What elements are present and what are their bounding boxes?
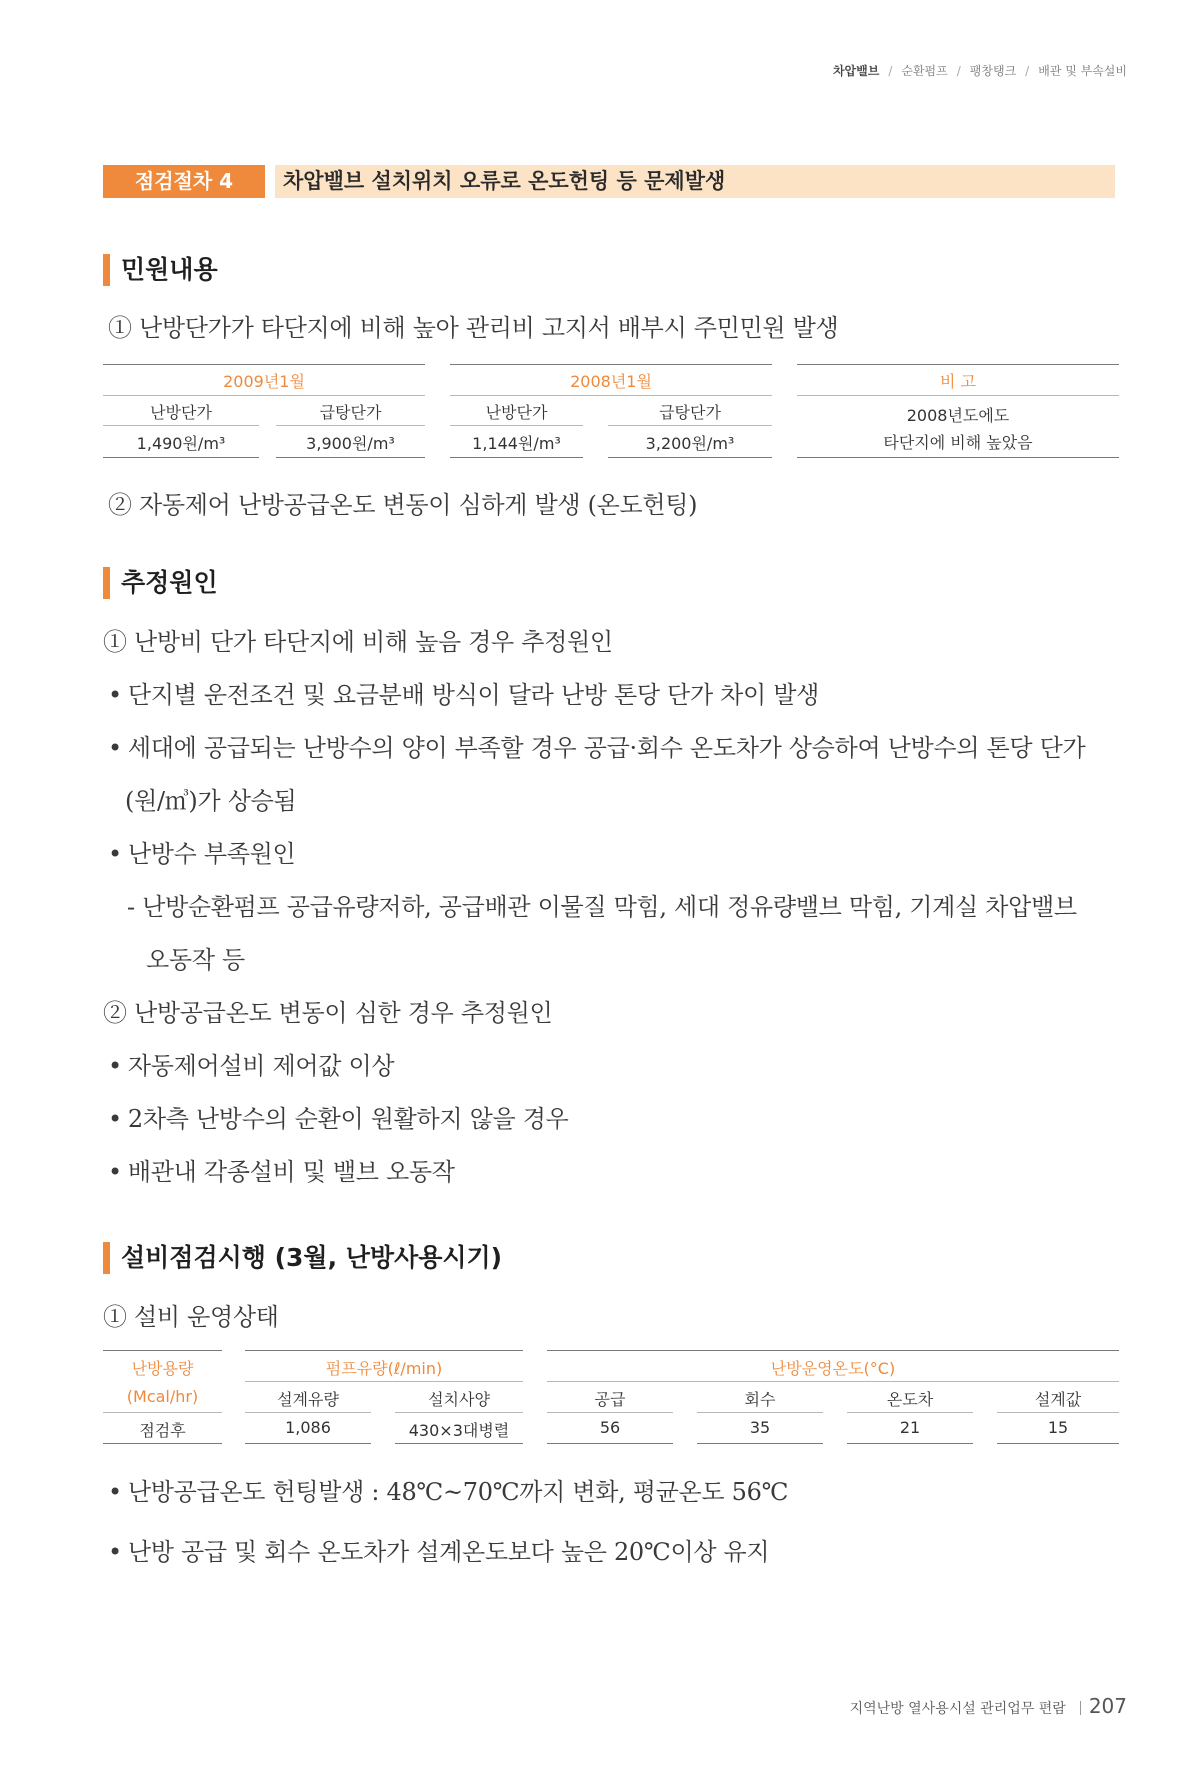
table-rule <box>997 1412 1119 1413</box>
table-rule <box>276 425 425 426</box>
table-rule <box>276 457 425 458</box>
table-cell: 1,144원/m³ <box>472 434 561 453</box>
breadcrumb-item: 배관 및 부속설비 <box>1038 64 1127 78</box>
procedure-badge: 점검절차 4 <box>103 165 265 198</box>
table-rule <box>608 425 772 426</box>
table-cell: 56 <box>599 1418 621 1437</box>
cause-bullet: • 배관내 각종설비 및 밸브 오동작 <box>108 1152 455 1187</box>
breadcrumb-item: 팽창탱크 <box>969 64 1017 78</box>
table-rule <box>797 457 1119 458</box>
table-rule <box>547 1350 1119 1351</box>
page-number: 207 <box>1088 1694 1127 1718</box>
table-header-cell: 난방단가 <box>485 403 548 422</box>
table-note-cell: 2008년도에도 <box>906 406 1010 425</box>
book-title: 지역난방 열사용시설 관리업무 편람 <box>849 1701 1066 1717</box>
table-header-cell: 급탕단가 <box>319 403 382 422</box>
table-group-header: 펌프유량(ℓ/min) <box>325 1359 443 1378</box>
table-rule <box>450 457 583 458</box>
table-rule <box>547 1443 673 1444</box>
table-rule <box>450 364 772 365</box>
section-heading-cause: 추정원인 <box>103 567 218 599</box>
breadcrumb-item: 순환펌프 <box>901 64 948 78</box>
table-header-cell: 설계유량 <box>277 1390 339 1409</box>
table-rule <box>103 457 259 458</box>
table-group-header: 2009년1월 <box>223 372 305 391</box>
section-heading-complaint: 민원내용 <box>103 254 218 286</box>
table-cell: 1,086 <box>285 1418 331 1437</box>
table-group-header: 비 고 <box>940 372 976 391</box>
table-rule <box>797 395 1119 396</box>
cause-bullet: • 단지별 운전조건 및 요금분배 방식이 달라 난방 톤당 단가 차이 발생 <box>108 675 819 710</box>
table-header-cell: 난방단가 <box>150 403 212 422</box>
table-header-cell: 공급 <box>594 1390 626 1409</box>
footer-divider <box>1080 1701 1081 1715</box>
table-rule <box>797 364 1119 365</box>
cause-bullet: • 난방수 부족원인 <box>108 834 295 869</box>
table-group-header: 난방용량 <box>131 1359 194 1378</box>
table-rule <box>103 1443 222 1444</box>
cause-bullet: • 세대에 공급되는 난방수의 양이 부족할 경우 공급·회수 온도차가 상승하여 난방수의 톤당 단가 <box>108 728 1085 763</box>
table-cell: 3,200원/m³ <box>645 434 735 453</box>
breadcrumb-separator: / <box>888 64 893 78</box>
table-rule <box>450 395 772 396</box>
table-rule <box>245 1443 371 1444</box>
table-rule <box>847 1443 973 1444</box>
breadcrumb-separator: / <box>1025 64 1030 78</box>
table-rule <box>245 1381 523 1382</box>
table-rule <box>697 1443 823 1444</box>
cause-item-2: ② 난방공급온도 변동이 심한 경우 추정원인 <box>103 999 553 1027</box>
table-header-cell: 설계값 <box>1034 1390 1082 1409</box>
table-rule <box>245 1412 371 1413</box>
table-group-header: 난방운영온도(°C) <box>770 1359 896 1378</box>
cause-dash-continuation: 오동작 등 <box>146 946 245 974</box>
breadcrumb <box>833 62 1127 79</box>
table-row-label: 점검후 <box>139 1421 186 1440</box>
breadcrumb-separator: / <box>956 64 961 78</box>
table-rule <box>395 1443 523 1444</box>
table-rule <box>103 425 259 426</box>
table-header-cell: 회수 <box>744 1390 776 1409</box>
table-rule <box>103 395 425 396</box>
table-rule <box>847 1412 973 1413</box>
table-rule <box>608 457 772 458</box>
cause-dash-item: - 난방순환펌프 공급유량저하, 공급배관 이물질 막힘, 세대 정유량밸브 막힘, 기계실 차압밸브 <box>127 893 1077 921</box>
table-cell: 1,490원/m³ <box>136 434 226 453</box>
table-rule <box>395 1412 523 1413</box>
complaint-item-1: ① 난방단가가 타단지에 비해 높아 관리비 고지서 배부시 주민민원 발생 <box>108 314 839 342</box>
table-group-header-unit: (Mcal/hr) <box>126 1387 199 1406</box>
inspection-bullet: • 난방 공급 및 회수 온도차가 설계온도보다 높은 20℃이상 유지 <box>108 1532 769 1567</box>
table-rule <box>103 1412 222 1413</box>
table-rule <box>103 1350 222 1351</box>
table-cell: 3,900원/m³ <box>306 434 395 453</box>
inspection-bullet: • 난방공급온도 헌팅발생 : 48℃~70℃까지 변화, 평균온도 56℃ <box>108 1472 788 1507</box>
table-header-cell: 설치사양 <box>428 1390 490 1409</box>
procedure-title: 차압밸브 설치위치 오류로 온도헌팅 등 문제발생 <box>275 165 1115 198</box>
table-rule <box>450 425 583 426</box>
table-header-cell: 급탕단가 <box>659 403 721 422</box>
complaint-item-2: ② 자동제어 난방공급온도 변동이 심하게 발생 (온도헌팅) <box>108 491 698 519</box>
table-rule <box>997 1443 1119 1444</box>
table-rule <box>103 364 425 365</box>
table-rule <box>547 1412 673 1413</box>
table-cell: 21 <box>899 1418 921 1437</box>
table-header-cell: 온도차 <box>886 1390 934 1409</box>
section-heading-inspection: 설비점검시행 (3월, 난방사용시기) <box>103 1242 502 1274</box>
table-group-header: 2008년1월 <box>570 372 652 391</box>
table-rule <box>697 1412 823 1413</box>
cause-bullet-continuation: (원/㎥)가 상승됨 <box>125 787 297 815</box>
table-cell: 430×3대병렬 <box>408 1421 510 1440</box>
table-rule <box>245 1350 523 1351</box>
cause-item-1: ① 난방비 단가 타단지에 비해 높음 경우 추정원인 <box>103 628 613 656</box>
page-footer <box>850 1694 1127 1718</box>
table-note-cell: 타단지에 비해 높았음 <box>883 433 1033 452</box>
cause-bullet: • 2차측 난방수의 순환이 원활하지 않을 경우 <box>108 1099 569 1134</box>
table-cell: 35 <box>749 1418 771 1437</box>
table-cell: 15 <box>1047 1418 1069 1437</box>
table-rule <box>547 1381 1119 1382</box>
cause-bullet: • 자동제어설비 제어값 이상 <box>108 1046 394 1081</box>
breadcrumb-item: 차압밸브 <box>832 64 880 78</box>
inspection-item-1: ① 설비 운영상태 <box>103 1303 279 1331</box>
